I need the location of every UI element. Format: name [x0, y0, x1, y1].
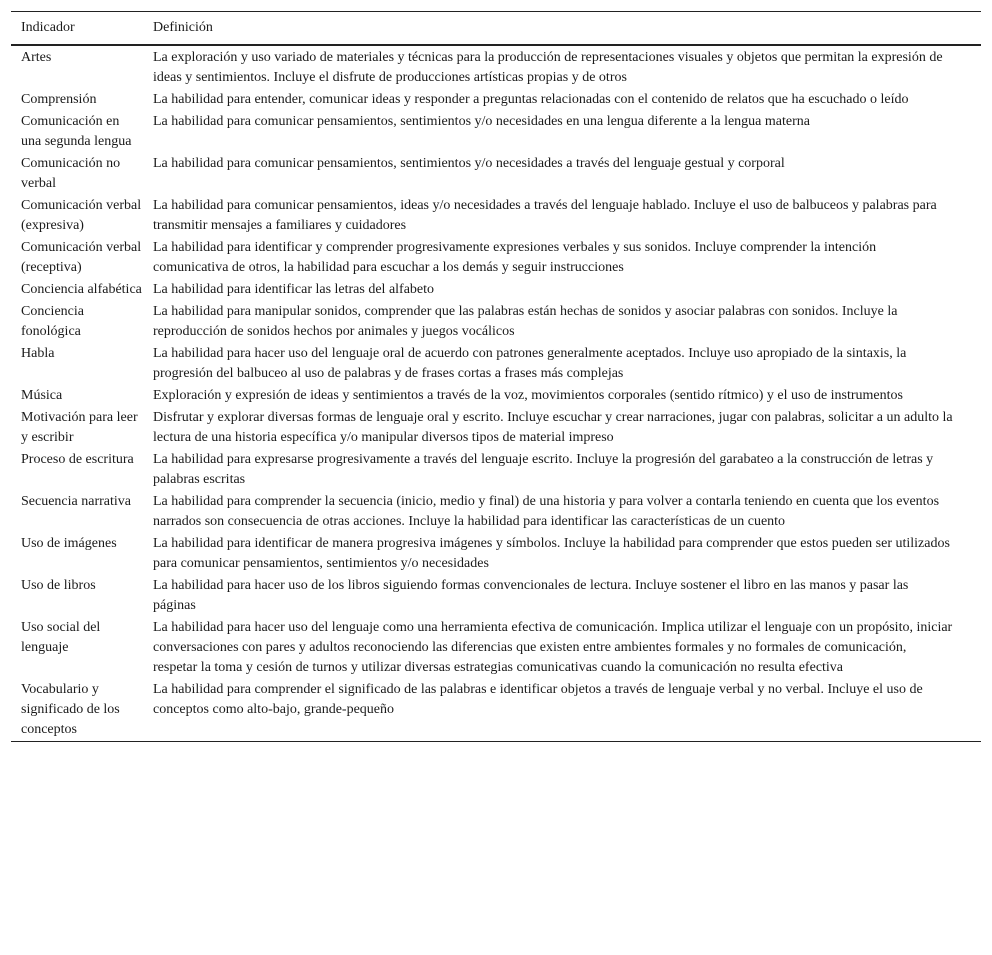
table-row	[11, 279, 981, 301]
indicator-cell: Comunicación verbal (expresiva)	[21, 198, 142, 233]
table-row	[11, 89, 981, 111]
table-row	[11, 237, 981, 279]
definition-cell: La habilidad para identificar las letras del alfabeto	[153, 282, 435, 297]
indicator-cell: Música	[21, 388, 63, 403]
indicator-cell: Habla	[21, 346, 55, 361]
table-row	[11, 491, 981, 533]
table-row	[11, 617, 981, 679]
definition-cell: La habilidad para comunicar pensamientos, ideas y/o necesidades a través del lenguaje hablado. Incluye el uso de balbuceos y palabras para transmitir mensajes a familiares y cuidadores	[153, 198, 937, 233]
header-definition: Definición	[153, 20, 213, 35]
table-body	[11, 45, 981, 742]
indicator-cell: Vocabulario y significado de los conceptos	[21, 682, 120, 737]
definition-cell: Exploración y expresión de ideas y sentimientos a través de la voz, movimientos corporales (sentido rítmico) y el uso de instrumentos	[153, 388, 903, 403]
table-row	[11, 111, 981, 153]
indicator-cell: Uso de libros	[21, 578, 96, 593]
indicator-cell: Comprensión	[21, 92, 97, 107]
header-indicator: Indicador	[21, 20, 75, 35]
table-row	[11, 533, 981, 575]
definition-cell: La habilidad para manipular sonidos, comprender que las palabras están hechas de sonidos y asociar palabras con sonidos. Incluye la reproducción de sonidos hechos por animales y juegos vocálicos	[153, 304, 898, 339]
table-row	[11, 385, 981, 407]
indicator-cell: Proceso de escritura	[21, 452, 134, 467]
definition-cell: La habilidad para comprender el significado de las palabras e identificar objetos a través de lenguaje verbal y no verbal. Incluye el uso de conceptos como alto-bajo, grande-pequeño	[153, 682, 923, 717]
definition-cell: Disfrutar y explorar diversas formas de lenguaje oral y escrito. Incluye escuchar y crear narraciones, jugar con palabras, solicitar a un adulto la lectura de una historia específica y/o manipular diversos tipos de material impreso	[153, 410, 953, 445]
definition-cell: La habilidad para identificar y comprender progresivamente expresiones verbales y sus sonidos. Incluye comprender la intención comunicativa de otros, la habilidad para escuchar a los demás y seguir instrucciones	[153, 240, 877, 275]
table-row	[11, 343, 981, 385]
indicator-cell: Artes	[21, 50, 52, 65]
table-row	[11, 679, 981, 742]
table-row	[11, 301, 981, 343]
table-row	[11, 407, 981, 449]
table-row	[11, 195, 981, 237]
definition-cell: La habilidad para comunicar pensamientos, sentimientos y/o necesidades a través del lenguaje gestual y corporal	[153, 156, 785, 171]
table-row	[11, 575, 981, 617]
indicator-cell: Motivación para leer y escribir	[21, 410, 138, 445]
indicator-cell: Comunicación verbal (receptiva)	[21, 240, 142, 275]
definition-cell: La habilidad para comprender la secuencia (inicio, medio y final) de una historia y para volver a contarla teniendo en cuenta que los eventos narrados son consecuencia de otras acciones. Incluye la habilidad para identificar las características de un cuento	[153, 494, 940, 529]
definition-cell: La habilidad para comunicar pensamientos, sentimientos y/o necesidades en una lengua diferente a la lengua materna	[153, 114, 810, 129]
definition-cell: La exploración y uso variado de materiales y técnicas para la producción de representaciones visuales y objetos que permitan la expresión de ideas y sentimientos. Incluye el disfrute de producciones artísticas propias y de otros	[153, 50, 943, 85]
indicator-cell: Secuencia narrativa	[21, 494, 131, 509]
header-row	[11, 12, 981, 46]
indicator-table	[11, 11, 981, 742]
definition-cell: La habilidad para expresarse progresivamente a través del lenguaje escrito. Incluye la progresión del garabateo a la construcción de letras y palabras escritas	[153, 452, 934, 487]
definition-cell: La habilidad para hacer uso del lenguaje oral de acuerdo con patrones generalmente aceptados. Incluye uso apropiado de la sintaxis, la progresión del balbuceo al uso de palabras y de frases cortas a frases más complejas	[153, 346, 907, 381]
table-row	[11, 449, 981, 491]
indicator-cell: Comunicación no verbal	[21, 156, 121, 191]
indicator-cell: Uso social del lenguaje	[21, 620, 101, 655]
definition-cell: La habilidad para hacer uso de los libros siguiendo formas convencionales de lectura. Incluye sostener el libro en las manos y pasar las páginas	[153, 578, 909, 613]
indicator-table-container	[11, 11, 981, 742]
definition-cell: La habilidad para hacer uso del lenguaje como una herramienta efectiva de comunicación. Implica utilizar el lenguaje con un propósito, iniciar conversaciones con pares y adultos reconociendo las diferencias que existen entre ambientes formales y no formales de comunicación, respetar la toma y cesión de turnos y utilizar diversas estrategias comunicativas cuando la comunicación no resulta efectiva	[153, 620, 953, 675]
table-row	[11, 45, 981, 89]
indicator-cell: Uso de imágenes	[21, 536, 117, 551]
table-header	[11, 12, 981, 46]
table-row	[11, 153, 981, 195]
indicator-cell: Comunicación en una segunda lengua	[21, 114, 132, 149]
definition-cell: La habilidad para identificar de manera progresiva imágenes y símbolos. Incluye la habilidad para comprender que estos pueden ser utilizados para comunicar pensamientos, sentimientos y/o necesidades	[153, 536, 950, 571]
indicator-cell: Conciencia fonológica	[21, 304, 84, 339]
indicator-cell: Conciencia alfabética	[21, 282, 142, 297]
definition-cell: La habilidad para entender, comunicar ideas y responder a preguntas relacionadas con el contenido de relatos que ha escuchado o leído	[153, 92, 909, 107]
